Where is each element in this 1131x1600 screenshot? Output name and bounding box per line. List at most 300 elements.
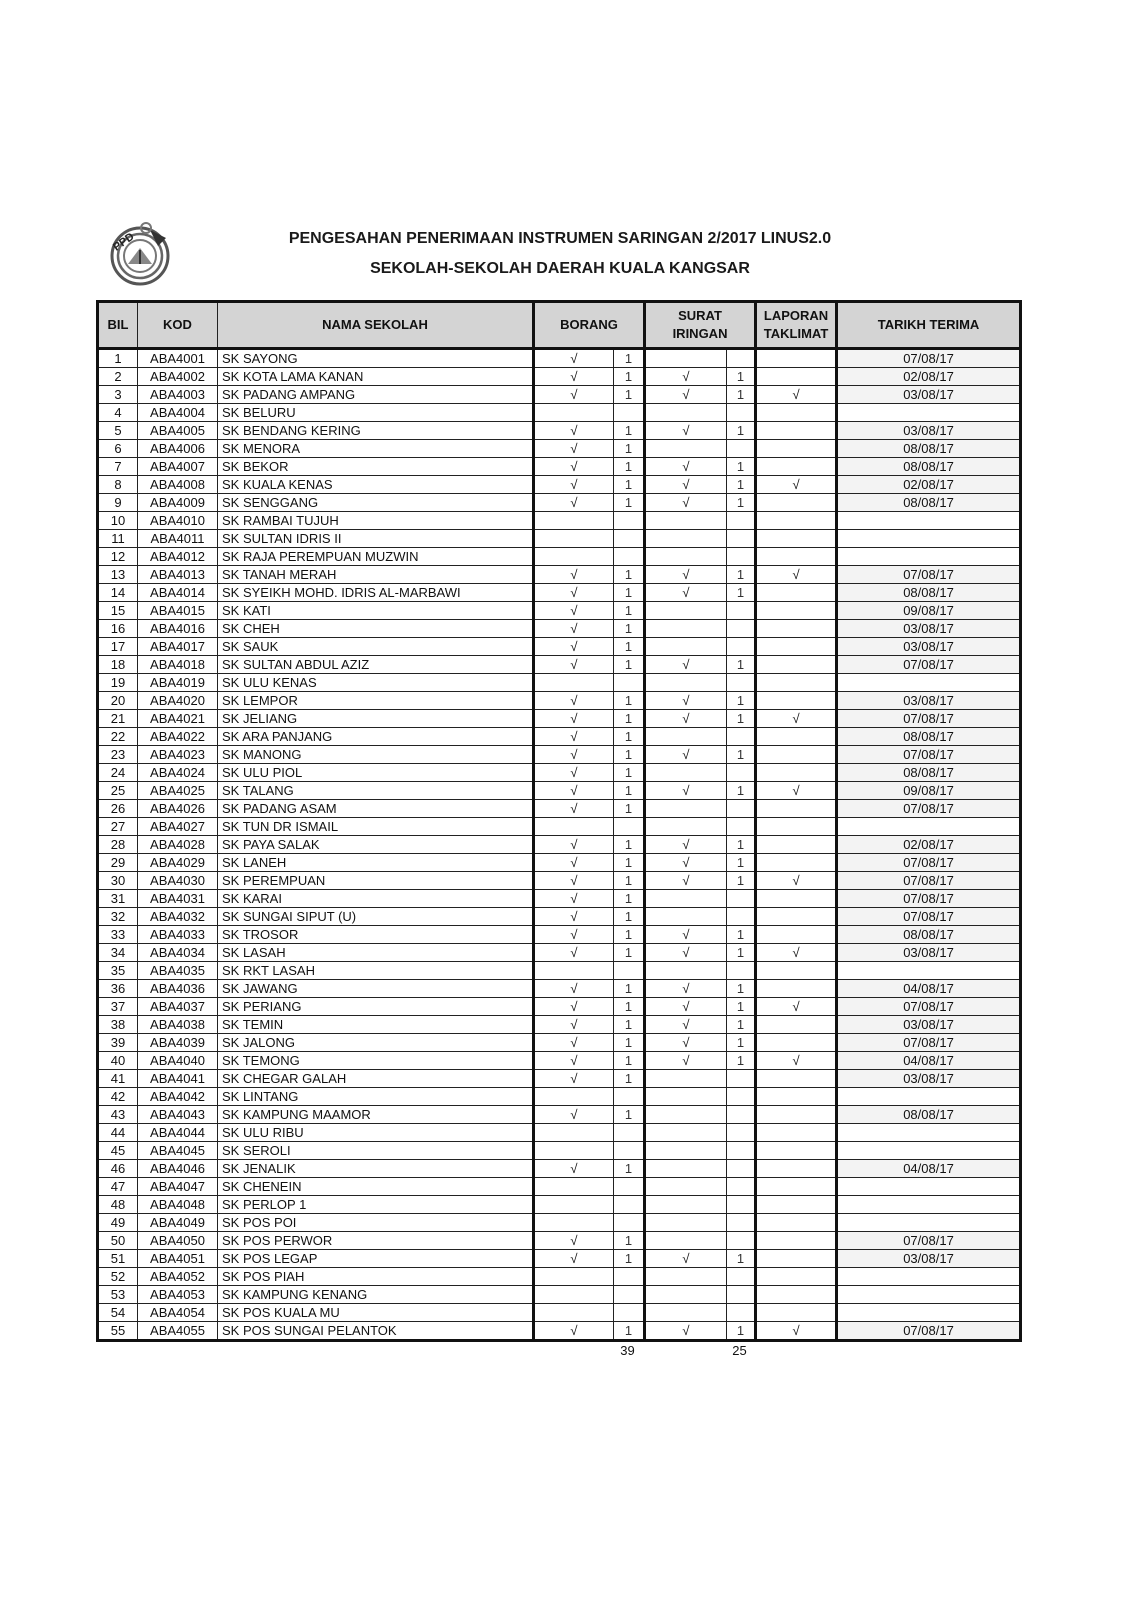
cell-laporan-check bbox=[756, 548, 837, 566]
cell-borang-check: √ bbox=[534, 1232, 614, 1250]
cell-surat-check: √ bbox=[645, 476, 727, 494]
cell-borang-count: 1 bbox=[614, 368, 645, 386]
cell-kod: ABA4026 bbox=[138, 800, 218, 818]
cell-surat-check bbox=[645, 1286, 727, 1304]
table-row bbox=[98, 764, 1021, 782]
cell-borang-check: √ bbox=[534, 422, 614, 440]
table-row bbox=[98, 728, 1021, 746]
cell-laporan-check bbox=[756, 1196, 837, 1214]
cell-kod: ABA4030 bbox=[138, 872, 218, 890]
cell-surat-count: 1 bbox=[727, 1052, 756, 1070]
cell-borang-check: √ bbox=[534, 872, 614, 890]
table-row bbox=[98, 1250, 1021, 1268]
cell-kod: ABA4005 bbox=[138, 422, 218, 440]
ppd-logo-icon bbox=[100, 218, 180, 288]
cell-bil: 37 bbox=[98, 998, 138, 1016]
cell-bil: 36 bbox=[98, 980, 138, 998]
cell-nama-sekolah: SK MANONG bbox=[218, 746, 534, 764]
table-row bbox=[98, 746, 1021, 764]
cell-surat-count: 1 bbox=[727, 656, 756, 674]
cell-bil: 9 bbox=[98, 494, 138, 512]
cell-nama-sekolah: SK SAYONG bbox=[218, 349, 534, 368]
cell-laporan-check bbox=[756, 1304, 837, 1322]
table-row bbox=[98, 1106, 1021, 1124]
cell-bil: 51 bbox=[98, 1250, 138, 1268]
table-row bbox=[98, 998, 1021, 1016]
cell-laporan-check bbox=[756, 584, 837, 602]
cell-surat-check: √ bbox=[645, 872, 727, 890]
cell-nama-sekolah: SK TANAH MERAH bbox=[218, 566, 534, 584]
cell-borang-check: √ bbox=[534, 1322, 614, 1341]
cell-borang-check: √ bbox=[534, 476, 614, 494]
table-row bbox=[98, 440, 1021, 458]
cell-bil: 14 bbox=[98, 584, 138, 602]
cell-kod: ABA4031 bbox=[138, 890, 218, 908]
cell-bil: 44 bbox=[98, 1124, 138, 1142]
cell-surat-check: √ bbox=[645, 584, 727, 602]
col-header-laporan-taklimat: LAPORAN TAKLIMAT bbox=[756, 302, 837, 349]
cell-borang-count: 1 bbox=[614, 1322, 645, 1341]
cell-bil: 15 bbox=[98, 602, 138, 620]
cell-borang-count: 1 bbox=[614, 854, 645, 872]
cell-nama-sekolah: SK POS KUALA MU bbox=[218, 1304, 534, 1322]
cell-laporan-check bbox=[756, 764, 837, 782]
cell-kod: ABA4018 bbox=[138, 656, 218, 674]
cell-nama-sekolah: SK JELIANG bbox=[218, 710, 534, 728]
cell-surat-count: 1 bbox=[727, 458, 756, 476]
cell-bil: 10 bbox=[98, 512, 138, 530]
cell-surat-count: 1 bbox=[727, 944, 756, 962]
cell-borang-check: √ bbox=[534, 908, 614, 926]
cell-surat-check bbox=[645, 1214, 727, 1232]
cell-bil: 8 bbox=[98, 476, 138, 494]
cell-surat-check bbox=[645, 1160, 727, 1178]
table-row bbox=[98, 692, 1021, 710]
table-row bbox=[98, 836, 1021, 854]
cell-kod: ABA4028 bbox=[138, 836, 218, 854]
table-row bbox=[98, 1232, 1021, 1250]
cell-laporan-check bbox=[756, 674, 837, 692]
table-row bbox=[98, 1016, 1021, 1034]
cell-bil: 55 bbox=[98, 1322, 138, 1341]
cell-borang-count: 1 bbox=[614, 746, 645, 764]
cell-surat-count bbox=[727, 1124, 756, 1142]
cell-nama-sekolah: SK LEMPOR bbox=[218, 692, 534, 710]
cell-surat-check: √ bbox=[645, 854, 727, 872]
cell-surat-count: 1 bbox=[727, 1250, 756, 1268]
cell-borang-count: 1 bbox=[614, 584, 645, 602]
cell-kod: ABA4041 bbox=[138, 1070, 218, 1088]
cell-surat-count: 1 bbox=[727, 566, 756, 584]
table-row bbox=[98, 962, 1021, 980]
cell-bil: 45 bbox=[98, 1142, 138, 1160]
cell-borang-count: 1 bbox=[614, 728, 645, 746]
table-row bbox=[98, 1034, 1021, 1052]
cell-surat-check: √ bbox=[645, 944, 727, 962]
cell-tarikh-terima: 07/08/17 bbox=[837, 349, 1021, 368]
cell-laporan-check bbox=[756, 530, 837, 548]
cell-borang-check: √ bbox=[534, 566, 614, 584]
cell-borang-check bbox=[534, 1304, 614, 1322]
cell-surat-check: √ bbox=[645, 1052, 727, 1070]
cell-kod: ABA4036 bbox=[138, 980, 218, 998]
cell-borang-count: 1 bbox=[614, 602, 645, 620]
cell-nama-sekolah: SK JAWANG bbox=[218, 980, 534, 998]
cell-nama-sekolah: SK JALONG bbox=[218, 1034, 534, 1052]
cell-bil: 52 bbox=[98, 1268, 138, 1286]
cell-tarikh-terima: 07/08/17 bbox=[837, 1232, 1021, 1250]
cell-borang-count bbox=[614, 1268, 645, 1286]
cell-laporan-check bbox=[756, 1268, 837, 1286]
cell-borang-count: 1 bbox=[614, 1232, 645, 1250]
cell-tarikh-terima: 07/08/17 bbox=[837, 998, 1021, 1016]
cell-bil: 54 bbox=[98, 1304, 138, 1322]
cell-kod: ABA4052 bbox=[138, 1268, 218, 1286]
cell-borang-check: √ bbox=[534, 494, 614, 512]
cell-bil: 19 bbox=[98, 674, 138, 692]
cell-laporan-check bbox=[756, 1286, 837, 1304]
cell-surat-count bbox=[727, 1214, 756, 1232]
cell-kod: ABA4007 bbox=[138, 458, 218, 476]
cell-borang-check: √ bbox=[534, 926, 614, 944]
cell-surat-check bbox=[645, 764, 727, 782]
table-row bbox=[98, 1286, 1021, 1304]
table-row bbox=[98, 1160, 1021, 1178]
cell-borang-check: √ bbox=[534, 1250, 614, 1268]
cell-surat-count: 1 bbox=[727, 494, 756, 512]
cell-nama-sekolah: SK ULU RIBU bbox=[218, 1124, 534, 1142]
cell-borang-check bbox=[534, 962, 614, 980]
cell-tarikh-terima: 07/08/17 bbox=[837, 566, 1021, 584]
table-row bbox=[98, 980, 1021, 998]
cell-borang-check bbox=[534, 512, 614, 530]
cell-laporan-check bbox=[756, 890, 837, 908]
cell-tarikh-terima: 09/08/17 bbox=[837, 782, 1021, 800]
table-row bbox=[98, 926, 1021, 944]
cell-nama-sekolah: SK JENALIK bbox=[218, 1160, 534, 1178]
cell-bil: 28 bbox=[98, 836, 138, 854]
cell-surat-count bbox=[727, 962, 756, 980]
cell-tarikh-terima: 03/08/17 bbox=[837, 422, 1021, 440]
cell-surat-check: √ bbox=[645, 746, 727, 764]
cell-borang-check bbox=[534, 1286, 614, 1304]
cell-borang-check: √ bbox=[534, 1106, 614, 1124]
cell-kod: ABA4021 bbox=[138, 710, 218, 728]
table-row bbox=[98, 530, 1021, 548]
cell-kod: ABA4034 bbox=[138, 944, 218, 962]
cell-laporan-check bbox=[756, 620, 837, 638]
cell-borang-check: √ bbox=[534, 1016, 614, 1034]
cell-tarikh-terima: 07/08/17 bbox=[837, 872, 1021, 890]
cell-borang-check: √ bbox=[534, 980, 614, 998]
cell-kod: ABA4039 bbox=[138, 1034, 218, 1052]
cell-laporan-check bbox=[756, 836, 837, 854]
cell-tarikh-terima: 03/08/17 bbox=[837, 638, 1021, 656]
cell-surat-check bbox=[645, 530, 727, 548]
cell-kod: ABA4008 bbox=[138, 476, 218, 494]
cell-surat-check: √ bbox=[645, 458, 727, 476]
cell-laporan-check bbox=[756, 494, 837, 512]
cell-bil: 26 bbox=[98, 800, 138, 818]
cell-tarikh-terima: 08/08/17 bbox=[837, 1106, 1021, 1124]
cell-kod: ABA4015 bbox=[138, 602, 218, 620]
cell-surat-check: √ bbox=[645, 566, 727, 584]
cell-borang-check: √ bbox=[534, 782, 614, 800]
cell-surat-count: 1 bbox=[727, 584, 756, 602]
cell-surat-count bbox=[727, 349, 756, 368]
cell-surat-count bbox=[727, 890, 756, 908]
cell-surat-check: √ bbox=[645, 926, 727, 944]
cell-surat-check bbox=[645, 1232, 727, 1250]
cell-kod: ABA4003 bbox=[138, 386, 218, 404]
cell-nama-sekolah: SK SAUK bbox=[218, 638, 534, 656]
cell-kod: ABA4053 bbox=[138, 1286, 218, 1304]
cell-bil: 29 bbox=[98, 854, 138, 872]
cell-kod: ABA4037 bbox=[138, 998, 218, 1016]
cell-kod: ABA4014 bbox=[138, 584, 218, 602]
cell-surat-count bbox=[727, 620, 756, 638]
cell-nama-sekolah: SK ULU PIOL bbox=[218, 764, 534, 782]
cell-laporan-check bbox=[756, 368, 837, 386]
cell-kod: ABA4024 bbox=[138, 764, 218, 782]
cell-tarikh-terima: 07/08/17 bbox=[837, 746, 1021, 764]
cell-borang-count: 1 bbox=[614, 386, 645, 404]
cell-nama-sekolah: SK CHEGAR GALAH bbox=[218, 1070, 534, 1088]
cell-nama-sekolah: SK KATI bbox=[218, 602, 534, 620]
cell-nama-sekolah: SK TEMONG bbox=[218, 1052, 534, 1070]
cell-borang-check: √ bbox=[534, 1052, 614, 1070]
cell-surat-check bbox=[645, 638, 727, 656]
cell-nama-sekolah: SK LANEH bbox=[218, 854, 534, 872]
cell-bil: 50 bbox=[98, 1232, 138, 1250]
cell-nama-sekolah: SK LINTANG bbox=[218, 1088, 534, 1106]
col-header-bil: BIL bbox=[98, 302, 138, 349]
col-header-borang: BORANG bbox=[534, 302, 645, 349]
cell-tarikh-terima bbox=[837, 1214, 1021, 1232]
table-row bbox=[98, 710, 1021, 728]
cell-surat-count bbox=[727, 1196, 756, 1214]
cell-bil: 33 bbox=[98, 926, 138, 944]
cell-tarikh-terima: 02/08/17 bbox=[837, 836, 1021, 854]
cell-borang-check bbox=[534, 1142, 614, 1160]
cell-borang-count: 1 bbox=[614, 1052, 645, 1070]
cell-tarikh-terima bbox=[837, 548, 1021, 566]
cell-surat-check: √ bbox=[645, 782, 727, 800]
cell-bil: 48 bbox=[98, 1196, 138, 1214]
cell-surat-check bbox=[645, 349, 727, 368]
cell-nama-sekolah: SK CHENEIN bbox=[218, 1178, 534, 1196]
cell-nama-sekolah: SK MENORA bbox=[218, 440, 534, 458]
cell-laporan-check: √ bbox=[756, 386, 837, 404]
cell-borang-count bbox=[614, 962, 645, 980]
cell-kod: ABA4002 bbox=[138, 368, 218, 386]
cell-kod: ABA4001 bbox=[138, 349, 218, 368]
cell-borang-count: 1 bbox=[614, 764, 645, 782]
cell-tarikh-terima bbox=[837, 1178, 1021, 1196]
cell-borang-count: 1 bbox=[614, 782, 645, 800]
cell-surat-count bbox=[727, 548, 756, 566]
cell-borang-count: 1 bbox=[614, 476, 645, 494]
cell-borang-count bbox=[614, 548, 645, 566]
table-row bbox=[98, 602, 1021, 620]
cell-tarikh-terima bbox=[837, 818, 1021, 836]
cell-borang-count bbox=[614, 818, 645, 836]
cell-kod: ABA4046 bbox=[138, 1160, 218, 1178]
table-row bbox=[98, 422, 1021, 440]
cell-bil: 12 bbox=[98, 548, 138, 566]
cell-bil: 23 bbox=[98, 746, 138, 764]
cell-surat-count: 1 bbox=[727, 1016, 756, 1034]
cell-surat-count bbox=[727, 440, 756, 458]
cell-tarikh-terima: 07/08/17 bbox=[837, 800, 1021, 818]
cell-borang-check: √ bbox=[534, 692, 614, 710]
col-header-tarikh-terima: TARIKH TERIMA bbox=[837, 302, 1021, 349]
cell-borang-check bbox=[534, 404, 614, 422]
cell-bil: 20 bbox=[98, 692, 138, 710]
cell-tarikh-terima: 07/08/17 bbox=[837, 1034, 1021, 1052]
cell-tarikh-terima: 03/08/17 bbox=[837, 692, 1021, 710]
cell-borang-count: 1 bbox=[614, 1016, 645, 1034]
cell-surat-count bbox=[727, 1232, 756, 1250]
cell-surat-count bbox=[727, 602, 756, 620]
cell-nama-sekolah: SK KAMPUNG MAAMOR bbox=[218, 1106, 534, 1124]
cell-nama-sekolah: SK KAMPUNG KENANG bbox=[218, 1286, 534, 1304]
cell-laporan-check bbox=[756, 458, 837, 476]
cell-tarikh-terima bbox=[837, 1142, 1021, 1160]
cell-bil: 32 bbox=[98, 908, 138, 926]
cell-borang-check bbox=[534, 1268, 614, 1286]
cell-surat-check bbox=[645, 1178, 727, 1196]
cell-tarikh-terima bbox=[837, 962, 1021, 980]
cell-surat-count bbox=[727, 764, 756, 782]
cell-tarikh-terima: 08/08/17 bbox=[837, 458, 1021, 476]
cell-surat-check bbox=[645, 818, 727, 836]
cell-surat-check: √ bbox=[645, 494, 727, 512]
cell-laporan-check bbox=[756, 1214, 837, 1232]
cell-kod: ABA4029 bbox=[138, 854, 218, 872]
cell-surat-check: √ bbox=[645, 692, 727, 710]
table-row bbox=[98, 548, 1021, 566]
cell-borang-check: √ bbox=[534, 944, 614, 962]
cell-borang-check: √ bbox=[534, 656, 614, 674]
cell-surat-check: √ bbox=[645, 1034, 727, 1052]
cell-surat-check bbox=[645, 1070, 727, 1088]
cell-laporan-check bbox=[756, 1016, 837, 1034]
cell-tarikh-terima: 02/08/17 bbox=[837, 368, 1021, 386]
cell-surat-check: √ bbox=[645, 998, 727, 1016]
col-header-kod: KOD bbox=[138, 302, 218, 349]
cell-surat-count: 1 bbox=[727, 692, 756, 710]
cell-bil: 3 bbox=[98, 386, 138, 404]
cell-nama-sekolah: SK SYEIKH MOHD. IDRIS AL-MARBAWI bbox=[218, 584, 534, 602]
cell-bil: 24 bbox=[98, 764, 138, 782]
cell-kod: ABA4049 bbox=[138, 1214, 218, 1232]
cell-laporan-check bbox=[756, 1160, 837, 1178]
cell-borang-check: √ bbox=[534, 1160, 614, 1178]
cell-laporan-check: √ bbox=[756, 872, 837, 890]
cell-tarikh-terima: 08/08/17 bbox=[837, 764, 1021, 782]
cell-kod: ABA4020 bbox=[138, 692, 218, 710]
cell-surat-count bbox=[727, 1160, 756, 1178]
cell-laporan-check bbox=[756, 692, 837, 710]
cell-tarikh-terima bbox=[837, 1304, 1021, 1322]
cell-surat-count: 1 bbox=[727, 710, 756, 728]
cell-nama-sekolah: SK POS LEGAP bbox=[218, 1250, 534, 1268]
cell-tarikh-terima bbox=[837, 1124, 1021, 1142]
cell-surat-check: √ bbox=[645, 836, 727, 854]
cell-bil: 27 bbox=[98, 818, 138, 836]
cell-nama-sekolah: SK POS POI bbox=[218, 1214, 534, 1232]
cell-surat-count bbox=[727, 1070, 756, 1088]
cell-nama-sekolah: SK SUNGAI SIPUT (U) bbox=[218, 908, 534, 926]
cell-borang-count bbox=[614, 1196, 645, 1214]
cell-nama-sekolah: SK PERLOP 1 bbox=[218, 1196, 534, 1214]
cell-bil: 21 bbox=[98, 710, 138, 728]
cell-borang-check: √ bbox=[534, 1070, 614, 1088]
cell-borang-check: √ bbox=[534, 998, 614, 1016]
table-row bbox=[98, 404, 1021, 422]
cell-tarikh-terima: 07/08/17 bbox=[837, 1322, 1021, 1341]
cell-borang-count: 1 bbox=[614, 494, 645, 512]
cell-surat-count: 1 bbox=[727, 1322, 756, 1341]
schools-table bbox=[96, 300, 1022, 1342]
cell-kod: ABA4047 bbox=[138, 1178, 218, 1196]
cell-tarikh-terima: 08/08/17 bbox=[837, 584, 1021, 602]
cell-borang-check bbox=[534, 1124, 614, 1142]
cell-borang-check: √ bbox=[534, 368, 614, 386]
cell-laporan-check bbox=[756, 728, 837, 746]
cell-borang-count: 1 bbox=[614, 422, 645, 440]
cell-bil: 31 bbox=[98, 890, 138, 908]
cell-nama-sekolah: SK POS SUNGAI PELANTOK bbox=[218, 1322, 534, 1341]
cell-nama-sekolah: SK RAJA PEREMPUAN MUZWIN bbox=[218, 548, 534, 566]
table-header-row bbox=[98, 302, 1021, 349]
cell-surat-count bbox=[727, 404, 756, 422]
cell-kod: ABA4013 bbox=[138, 566, 218, 584]
cell-nama-sekolah: SK POS PIAH bbox=[218, 1268, 534, 1286]
cell-borang-count: 1 bbox=[614, 710, 645, 728]
cell-borang-check: √ bbox=[534, 836, 614, 854]
cell-borang-check: √ bbox=[534, 728, 614, 746]
cell-laporan-check bbox=[756, 1106, 837, 1124]
table-row bbox=[98, 1214, 1021, 1232]
cell-laporan-check bbox=[756, 440, 837, 458]
cell-tarikh-terima bbox=[837, 404, 1021, 422]
total-borang: 39 bbox=[620, 1343, 635, 1358]
cell-kod: ABA4004 bbox=[138, 404, 218, 422]
cell-borang-count: 1 bbox=[614, 566, 645, 584]
cell-borang-count bbox=[614, 674, 645, 692]
cell-borang-count: 1 bbox=[614, 620, 645, 638]
cell-tarikh-terima: 08/08/17 bbox=[837, 494, 1021, 512]
cell-kod: ABA4027 bbox=[138, 818, 218, 836]
table-row bbox=[98, 1322, 1021, 1341]
cell-nama-sekolah: SK KOTA LAMA KANAN bbox=[218, 368, 534, 386]
cell-borang-count bbox=[614, 1124, 645, 1142]
cell-tarikh-terima: 09/08/17 bbox=[837, 602, 1021, 620]
cell-kod: ABA4010 bbox=[138, 512, 218, 530]
table-row bbox=[98, 458, 1021, 476]
cell-surat-count: 1 bbox=[727, 368, 756, 386]
cell-kod: ABA4033 bbox=[138, 926, 218, 944]
cell-surat-count bbox=[727, 1106, 756, 1124]
cell-kod: ABA4006 bbox=[138, 440, 218, 458]
cell-borang-check: √ bbox=[534, 440, 614, 458]
cell-tarikh-terima: 03/08/17 bbox=[837, 620, 1021, 638]
cell-borang-count: 1 bbox=[614, 890, 645, 908]
cell-kod: ABA4017 bbox=[138, 638, 218, 656]
cell-surat-count: 1 bbox=[727, 836, 756, 854]
